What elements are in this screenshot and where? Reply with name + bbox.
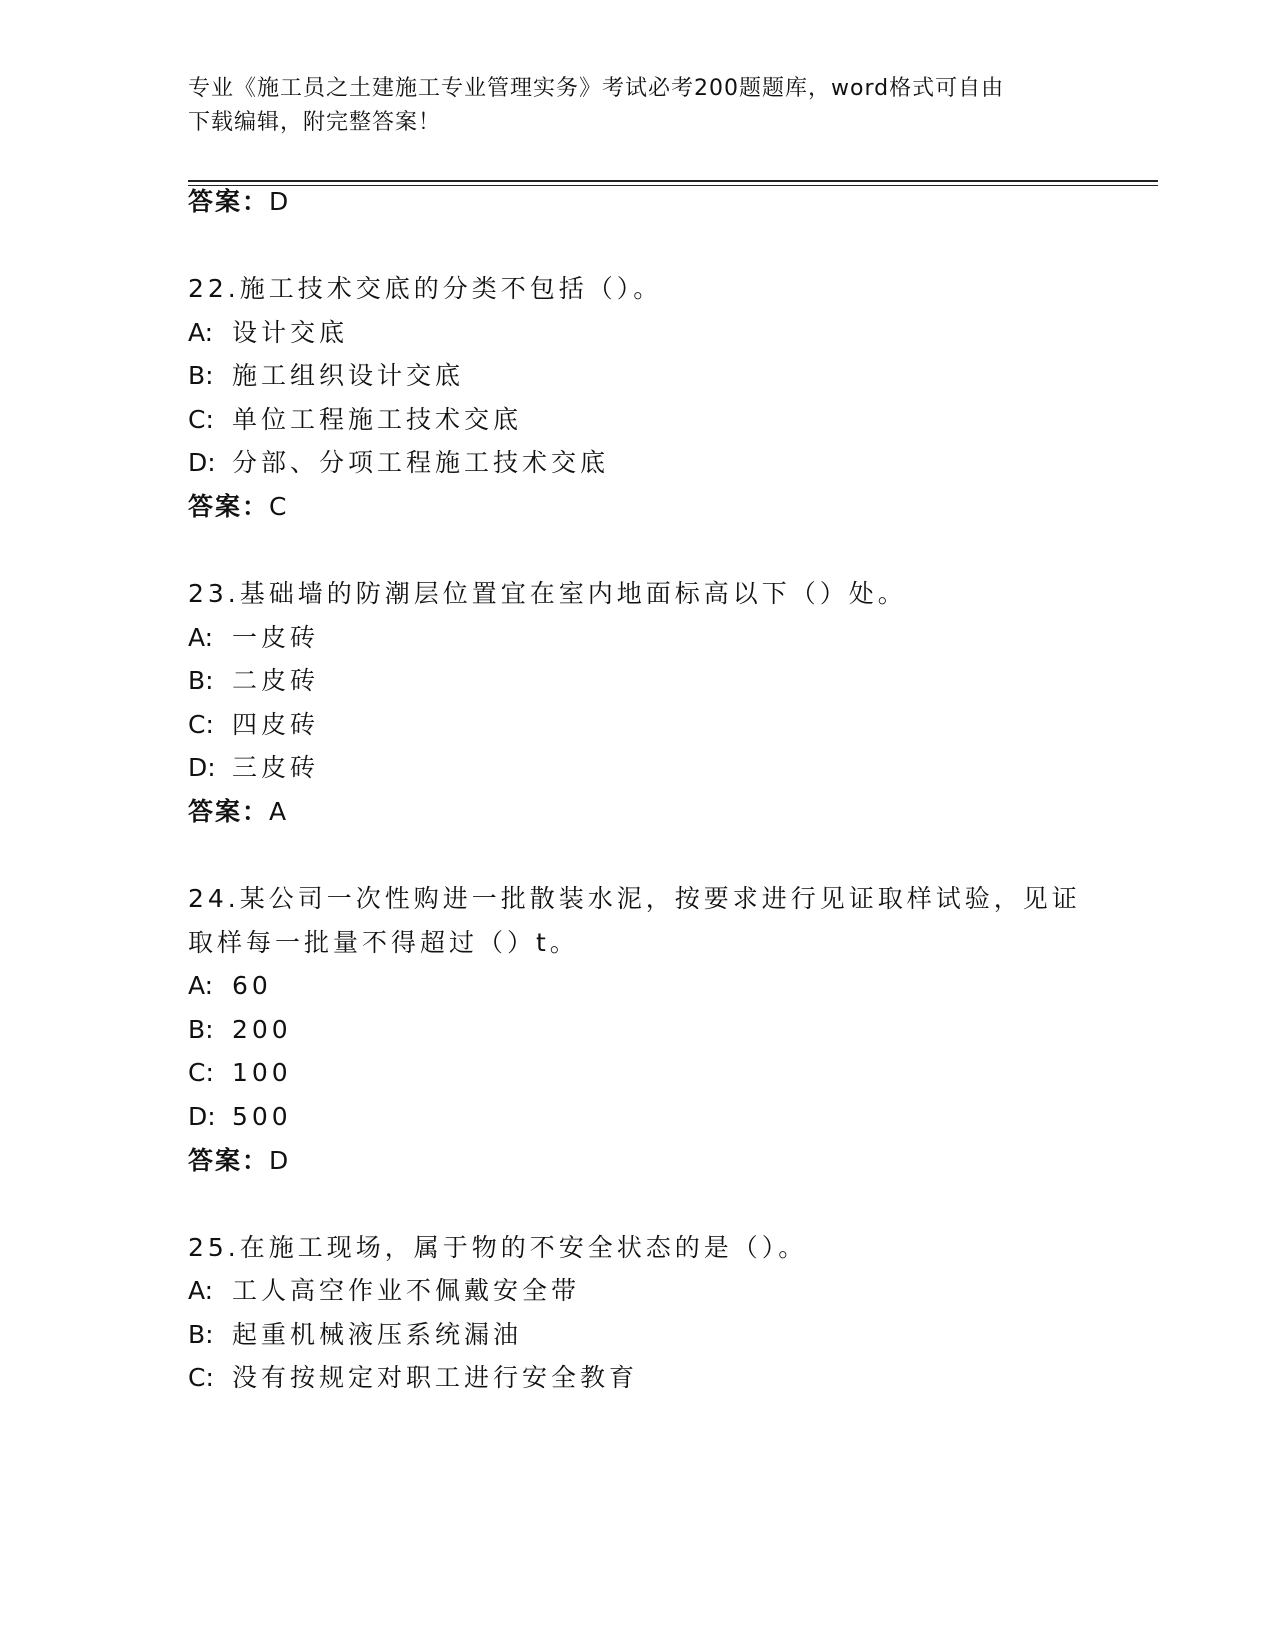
option-key: A: <box>188 623 214 652</box>
answer-label: 答案： <box>188 492 270 521</box>
question-22-option-d <box>188 447 609 479</box>
option-key: C: <box>188 710 214 739</box>
answer-value: D <box>269 1146 291 1175</box>
question-22-option-c <box>188 404 522 436</box>
question-23-option-a <box>188 622 319 654</box>
option-text: 单位工程施工技术交底 <box>232 405 523 434</box>
option-key: D: <box>188 1102 216 1131</box>
question-24-stem-line-1: 24.某公司一次性购进一批散装水泥，按要求进行见证取样试验，见证 <box>188 884 1081 913</box>
answer-value: A <box>269 797 289 826</box>
document-header <box>188 72 1088 140</box>
option-key: A: <box>188 1276 214 1305</box>
option-text: 施工组织设计交底 <box>232 361 465 390</box>
option-key: D: <box>188 448 216 477</box>
answer-value: C <box>269 492 289 521</box>
option-key: B: <box>188 1015 214 1044</box>
question-23-option-b <box>188 665 319 697</box>
option-key: B: <box>188 666 214 695</box>
header-line-2: 下载编辑，附完整答案！ <box>188 110 442 135</box>
answer-line-24 <box>188 1145 290 1177</box>
option-key: B: <box>188 361 214 390</box>
option-key: B: <box>188 1320 214 1349</box>
answer-value: D <box>269 187 291 216</box>
option-text: 100 <box>232 1058 292 1087</box>
question-22-option-a <box>188 317 348 349</box>
header-line-1: 专业《施工员之土建施工专业管理实务》考试必考200题题库，word格式可自由 <box>188 76 1005 101</box>
option-key: C: <box>188 1363 214 1392</box>
option-text: 工人高空作业不佩戴安全带 <box>232 1276 581 1305</box>
question-25-option-b <box>188 1319 522 1351</box>
option-key: D: <box>188 753 216 782</box>
question-24-stem-line-2: 取样每一批量不得超过（）t。 <box>188 928 579 957</box>
option-text: 分部、分项工程施工技术交底 <box>232 448 610 477</box>
option-text: 三皮砖 <box>232 753 320 782</box>
option-key: C: <box>188 1058 214 1087</box>
question-24-option-b <box>188 1014 292 1046</box>
option-text: 四皮砖 <box>232 710 320 739</box>
question-24-option-c <box>188 1057 292 1089</box>
question-24-option-d <box>188 1101 292 1133</box>
question-22-option-b <box>188 360 464 392</box>
question-23-option-c <box>188 709 319 741</box>
header-divider-thin <box>188 185 1158 186</box>
option-key: A: <box>188 971 214 1000</box>
question-23-option-d <box>188 752 319 784</box>
option-text: 60 <box>232 971 272 1000</box>
option-text: 设计交底 <box>232 318 349 347</box>
option-text: 起重机械液压系统漏油 <box>232 1320 523 1349</box>
option-text: 500 <box>232 1102 292 1131</box>
question-25-stem: 25.在施工现场，属于物的不安全状态的是（）。 <box>188 1233 808 1262</box>
option-text: 200 <box>232 1015 292 1044</box>
option-text: 一皮砖 <box>232 623 320 652</box>
answer-label: 答案： <box>188 797 270 826</box>
option-key: A: <box>188 318 214 347</box>
header-divider-thick <box>188 180 1158 182</box>
answer-line-23 <box>188 796 288 828</box>
answer-line-22 <box>188 491 288 523</box>
question-25-option-c <box>188 1362 638 1394</box>
answer-line-21 <box>188 186 290 218</box>
question-25-option-a <box>188 1275 580 1307</box>
question-24-option-a <box>188 970 272 1002</box>
option-text: 二皮砖 <box>232 666 320 695</box>
option-key: C: <box>188 405 214 434</box>
option-text: 没有按规定对职工进行安全教育 <box>232 1363 639 1392</box>
question-22-stem: 22.施工技术交底的分类不包括（）。 <box>188 274 663 303</box>
question-23-stem: 23.基础墙的防潮层位置宜在室内地面标高以下（）处。 <box>188 579 907 608</box>
answer-label: 答案： <box>188 1146 270 1175</box>
answer-label: 答案： <box>188 187 270 216</box>
